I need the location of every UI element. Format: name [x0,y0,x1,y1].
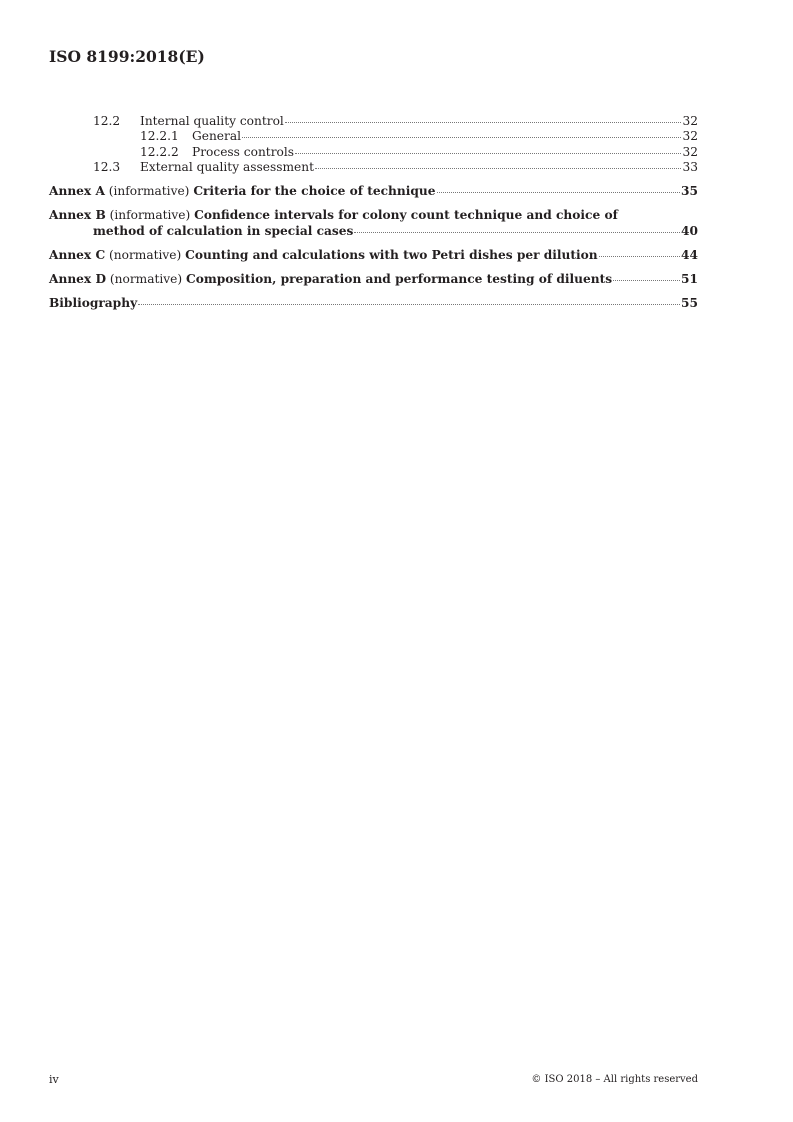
toc-entry-page: 35 [681,184,698,198]
toc-annex-a[interactable] [49,184,698,199]
annex-title-continuation: method of calculation in special cases [93,224,354,238]
annex-title: Confidence intervals for colony count technique and choice of [194,208,618,222]
toc-entry-12-2-2[interactable] [49,145,698,160]
annex-label: Annex B [49,208,106,222]
toc-entry-page: 32 [682,114,698,128]
dot-leader [138,303,680,305]
toc-entry-number: 12.2.1 [140,129,179,143]
annex-label: Annex C [49,248,106,262]
dot-leader [437,191,681,193]
dot-leader [315,167,682,169]
toc-entry-page: 51 [681,272,698,286]
bibliography-title: Bibliography [49,296,138,310]
annex-title: Composition, preparation and performance testing of diluents [186,272,613,286]
toc-annex-b-line1[interactable] [49,208,698,223]
toc-bibliography[interactable] [49,296,698,311]
annex-title: Counting and calculations with two Petri dishes per dilution [185,248,598,262]
toc-entry-title: Process controls [192,145,295,159]
toc-annex-d[interactable] [49,272,698,287]
toc-entry-page: 32 [682,129,698,143]
dot-leader [295,152,681,154]
annex-type: (informative) [108,184,190,198]
toc-entry-page: 32 [682,145,698,159]
toc-entry-number: 12.2.2 [140,145,179,159]
page-number: iv [49,1073,59,1086]
toc-entry-12-3[interactable] [49,160,698,175]
dot-leader [285,121,682,123]
toc-entry-number: 12.2 [93,114,121,128]
dot-leader [354,231,680,233]
copyright-notice: © ISO 2018 – All rights reserved [531,1074,698,1085]
dot-leader [599,255,680,257]
toc-entry-page: 33 [682,160,698,174]
toc-entry-page: 44 [681,248,698,262]
toc-entry-page: 55 [681,296,698,310]
dot-leader [613,279,680,281]
annex-label: Annex A [49,184,105,198]
toc-entry-title: Internal quality control [140,114,284,128]
toc-entry-number: 12.3 [93,160,121,174]
annex-type: (informative) [109,208,191,222]
toc-entry-12-2[interactable] [49,114,698,129]
document-id-header: ISO 8199:2018(E) [49,47,205,66]
toc-annex-b-line2[interactable] [49,224,698,239]
toc-entry-title: External quality assessment [140,160,314,174]
annex-label: Annex D [49,272,107,286]
annex-type: (normative) [109,272,183,286]
toc-annex-c[interactable] [49,248,698,263]
toc-entry-12-2-1[interactable] [49,129,698,144]
annex-type: (normative) [109,248,182,262]
annex-title: Criteria for the choice of technique [193,184,436,198]
toc-entry-title: General [192,129,241,143]
dot-leader [242,136,681,138]
toc-entry-page: 40 [681,224,698,238]
